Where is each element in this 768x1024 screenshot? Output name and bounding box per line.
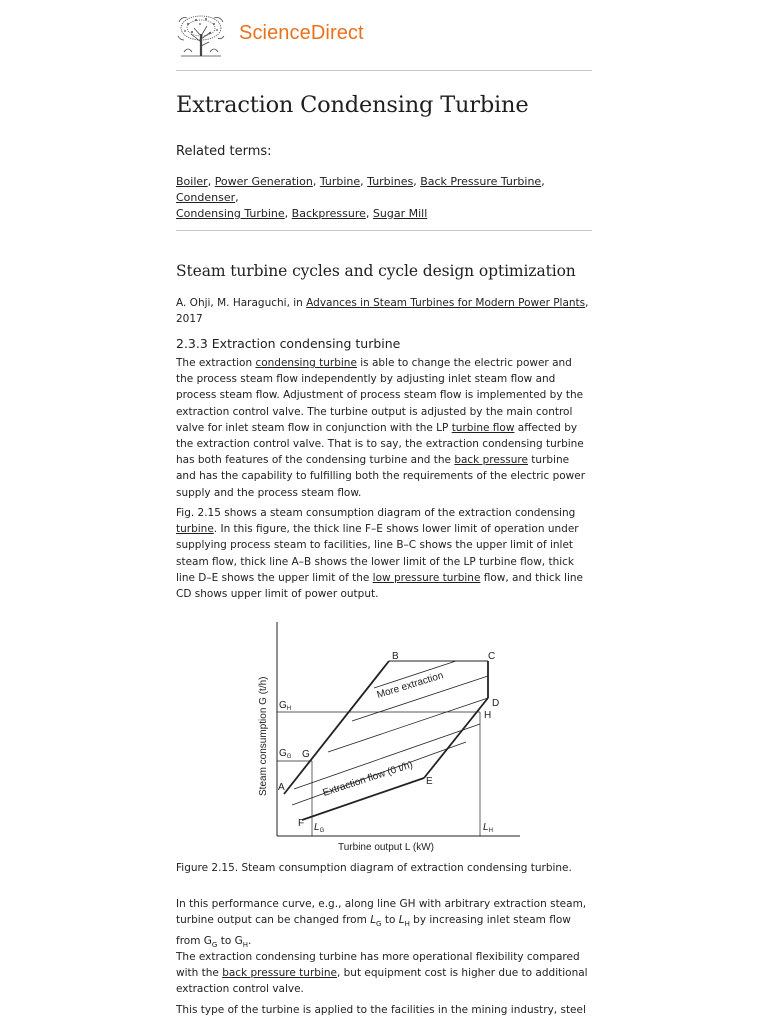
point-label-d: D: [492, 698, 500, 709]
para-text: .: [247, 934, 252, 947]
lg-subscript: G: [376, 920, 382, 929]
term-link[interactable]: Backpressure: [291, 207, 366, 220]
lg-axis-label: $L_G$: [314, 822, 325, 834]
paragraph-1: [176, 355, 592, 501]
lh-axis-label: $L_H$: [483, 822, 493, 834]
steam-consumption-diagram: [248, 614, 528, 854]
section-title: Steam turbine cycles and cycle design optimization: [176, 262, 576, 280]
para-text: The extraction: [176, 357, 256, 369]
gh-subscript: H: [242, 940, 248, 949]
para-text: This type of the turbine is applied to the facilities in the mining industry, steel: [176, 1004, 586, 1016]
point-label-f: F: [298, 818, 305, 829]
extraction-flow-label: Extraction flow (0 t/h): [321, 759, 415, 799]
para-text: by increasing inlet steam flow from G: [176, 914, 571, 947]
para-text: Fig. 2.15 shows a steam consumption diagram of the extraction condensing: [176, 507, 576, 519]
elsevier-tree-icon[interactable]: [176, 12, 226, 58]
para-text: to: [381, 914, 399, 927]
term-link[interactable]: Back Pressure Turbine: [420, 175, 542, 188]
term-link[interactable]: Condensing Turbine: [176, 207, 285, 220]
subsection-heading: 2.3.3 Extraction condensing turbine: [176, 336, 401, 351]
term-link[interactable]: Condenser: [176, 191, 236, 204]
related-terms-label: Related terms:: [176, 144, 272, 159]
divider-top: [176, 70, 592, 71]
more-extraction-label: More extraction: [375, 670, 445, 701]
page-title: Extraction Condensing Turbine: [176, 92, 529, 118]
para-text: to G: [217, 934, 243, 947]
paragraph-5: [176, 1002, 592, 1018]
para-text: In this performance curve, e.g., along line GH with arbitrary extraction steam, turbine output can be changed from: [176, 898, 587, 927]
para-text: is able to change the electric power and the process steam flow independently by adjusting inlet steam flow and process steam flow. Adjustment of process steam flow is implemented by the extraction control valve. The turbine output is adjusted by the main control valve for inlet steam flow in conjunction with the LP: [176, 357, 584, 434]
brand-link[interactable]: ScienceDirect: [239, 22, 364, 44]
point-label-a: A: [278, 782, 285, 793]
lg-symbol: L: [370, 914, 377, 927]
lh-subscript: H: [404, 920, 410, 929]
term-link-turbine-flow[interactable]: turbine flow: [451, 421, 515, 434]
para-text: flow, and thick line CD shows upper limit of power output.: [176, 571, 583, 601]
extraction-line: [294, 724, 480, 789]
term-link-condensing-turbine[interactable]: condensing turbine: [255, 357, 357, 369]
year-text: , 2017: [176, 297, 589, 325]
book-link[interactable]: Advances in Steam Turbines for Modern Power Plants: [306, 297, 586, 309]
line-d-e: [424, 698, 488, 778]
point-label-h: H: [484, 710, 492, 721]
related-terms-list: Boiler, Power Generation, Turbine, Turbines, Back Pressure Turbine, Condenser, Condensing Turbine, Backpressure, Sugar Mill: [176, 175, 545, 220]
figure-caption: Figure 2.15. Steam consumption diagram of extraction condensing turbine.: [176, 862, 572, 874]
gh-axis-label: $G_H$: [279, 700, 292, 712]
x-axis-title: Turbine output L (kW): [338, 842, 434, 853]
point-label-c: C: [488, 651, 496, 662]
para-text: . In this figure, the thick line F–E shows lower limit of operation under supplying process steam to facilities, line B–C shows the upper limit of inlet steam flow, thick line A–B shows the lower limit of the LP turbine flow, thick line D–E shows the upper limit of the: [176, 523, 579, 584]
lh-symbol: L: [398, 914, 405, 927]
term-link[interactable]: Turbines: [367, 175, 414, 188]
paragraph-3: [176, 896, 592, 953]
term-link-back-pressure-turbine[interactable]: back pressure turbine: [222, 967, 337, 980]
chapter-source: [176, 295, 592, 327]
para-text: The extraction condensing turbine has more operational flexibility compared with the: [176, 951, 580, 980]
y-axis-title: Steam consumption G (t/h): [258, 676, 269, 796]
term-link-back-pressure[interactable]: back pressure: [454, 454, 528, 467]
term-link[interactable]: Power Generation: [214, 175, 313, 188]
gg-axis-label: $G_G$: [279, 748, 292, 760]
extraction-line: [328, 698, 488, 752]
paragraph-4: [176, 949, 592, 998]
point-label-b: B: [392, 651, 399, 662]
point-label-g: G: [302, 749, 310, 760]
term-link[interactable]: Sugar Mill: [372, 207, 428, 220]
term-link-low-pressure-turbine[interactable]: low pressure turbine: [372, 571, 481, 584]
site-header: [176, 12, 592, 58]
term-link-turbine[interactable]: turbine: [176, 523, 214, 536]
para-text: affected by the extraction control valve. That is to say, the extraction condensing turbine has both features of the condensing turbine and the: [176, 421, 584, 467]
divider-mid: [176, 230, 592, 231]
paragraph-2: [176, 505, 592, 602]
authors-text: A. Ohji, M. Haraguchi, in: [176, 297, 307, 309]
term-link[interactable]: Turbine: [319, 175, 361, 188]
para-text: , but equipment cost is higher due to additional extraction control valve.: [176, 967, 588, 996]
gg-subscript: G: [211, 940, 218, 949]
para-text: turbine and has the capability to fulfilling both the requirements of the electric power supply and the process steam flow.: [176, 454, 586, 499]
term-link[interactable]: Boiler: [176, 175, 208, 188]
point-label-e: E: [426, 776, 433, 787]
